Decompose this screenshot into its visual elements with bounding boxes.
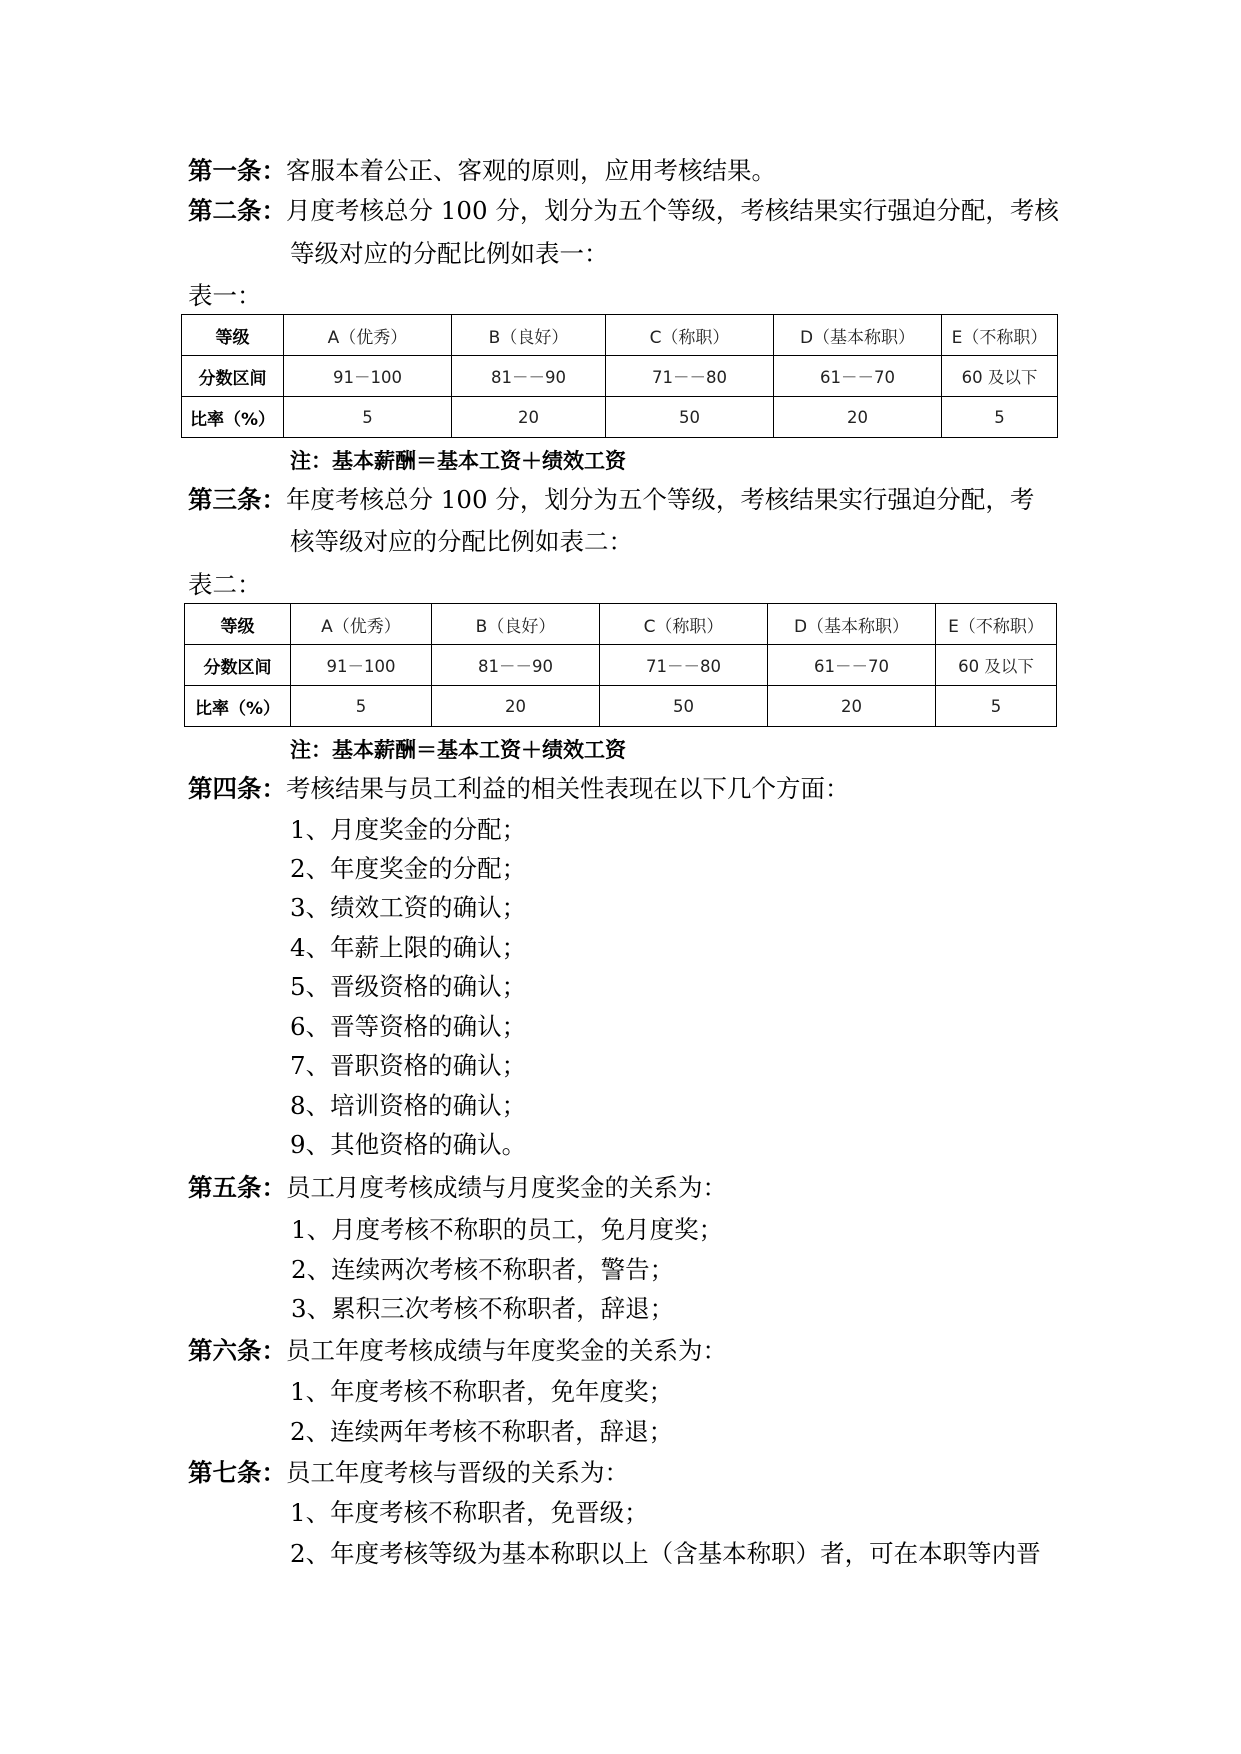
table-2-range-e: 60 及以下 xyxy=(936,645,1057,686)
table-1-grade-a: A（优秀） xyxy=(284,315,452,356)
list-item: 2、连续两年考核不称职者，辞退； xyxy=(290,1417,674,1446)
article-5 xyxy=(188,1170,727,1206)
table-2-grade-c: C（称职） xyxy=(600,604,768,645)
list-item: 1、年度考核不称职者，免年度奖； xyxy=(290,1377,674,1406)
article-3 xyxy=(188,482,1034,518)
list-item: 4、年薪上限的确认； xyxy=(290,933,527,962)
article-2-line2: 等级对应的分配比例如表一： xyxy=(290,239,609,268)
table-2-grade-b: B（良好） xyxy=(432,604,600,645)
table-1-ratio-d: 20 xyxy=(774,397,942,438)
table-1-grade-c: C（称职） xyxy=(606,315,774,356)
article-2-text-line1: 月度考核总分 100 分，划分为五个等级，考核结果实行强迫分配，考核 xyxy=(286,196,1059,225)
article-6-label: 第六条： xyxy=(188,1336,286,1365)
article-2 xyxy=(188,193,1059,229)
table-row xyxy=(185,686,1057,727)
table-1-note: 注：基本薪酬＝基本工资＋绩效工资 xyxy=(290,449,626,473)
table-2-ratio-b: 20 xyxy=(432,686,600,727)
list-item: 1、年度考核不称职者，免晋级； xyxy=(290,1498,649,1527)
article-7-label: 第七条： xyxy=(188,1458,286,1487)
list-item: 2、年度奖金的分配； xyxy=(290,854,527,883)
table-row xyxy=(182,315,1058,356)
table-2-row-label-grade: 等级 xyxy=(185,604,291,645)
table-1-range-d: 61－－70 xyxy=(774,356,942,397)
table-2-row-label-ratio: 比率（%） xyxy=(185,686,291,727)
article-3-line2: 核等级对应的分配比例如表二： xyxy=(290,527,633,556)
table-row xyxy=(182,356,1058,397)
list-item: 1、月度考核不称职的员工，免月度奖； xyxy=(291,1215,724,1244)
table-2 xyxy=(184,603,1057,727)
table-row xyxy=(182,397,1058,438)
list-item: 3、绩效工资的确认； xyxy=(290,893,527,922)
table-1-ratio-e: 5 xyxy=(942,397,1058,438)
table-1-ratio-b: 20 xyxy=(452,397,606,438)
table-1-grade-e: E（不称职） xyxy=(942,315,1058,356)
article-3-text-line1: 年度考核总分 100 分，划分为五个等级，考核结果实行强迫分配，考 xyxy=(286,485,1035,514)
list-item: 2、连续两次考核不称职者，警告； xyxy=(291,1255,675,1284)
table-row xyxy=(185,645,1057,686)
table-1-grade-b: B（良好） xyxy=(452,315,606,356)
table-1 xyxy=(181,314,1058,438)
list-item: 5、晋级资格的确认； xyxy=(290,972,527,1001)
table-1-row-label-range: 分数区间 xyxy=(182,356,284,397)
table-2-range-c: 71－－80 xyxy=(600,645,768,686)
table-2-range-b: 81－－90 xyxy=(432,645,600,686)
table-2-caption: 表二： xyxy=(188,570,262,599)
table-2-grade-d: D（基本称职） xyxy=(768,604,936,645)
article-4-text: 考核结果与员工利益的相关性表现在以下几个方面： xyxy=(286,774,850,803)
article-4-label: 第四条： xyxy=(188,774,286,803)
table-1-row-label-ratio: 比率（%） xyxy=(182,397,284,438)
table-2-range-d: 61－－70 xyxy=(768,645,936,686)
table-2-range-a: 91－100 xyxy=(291,645,432,686)
article-5-text: 员工月度考核成绩与月度奖金的关系为： xyxy=(286,1173,727,1202)
table-row xyxy=(185,604,1057,645)
table-1-caption: 表一： xyxy=(188,281,262,310)
list-item: 8、培训资格的确认； xyxy=(290,1091,527,1120)
list-item: 6、晋等资格的确认； xyxy=(290,1012,527,1041)
list-item: 1、月度奖金的分配； xyxy=(290,815,527,844)
table-2-note: 注：基本薪酬＝基本工资＋绩效工资 xyxy=(290,738,626,762)
table-2-grade-e: E（不称职） xyxy=(936,604,1057,645)
table-2-ratio-a: 5 xyxy=(291,686,432,727)
article-6 xyxy=(188,1333,727,1369)
table-2-ratio-d: 20 xyxy=(768,686,936,727)
list-item: 7、晋职资格的确认； xyxy=(290,1051,527,1080)
list-item: 2、年度考核等级为基本称职以上（含基本称职）者，可在本职等内晋 xyxy=(290,1539,1041,1568)
table-2-grade-a: A（优秀） xyxy=(291,604,432,645)
table-1-range-a: 91－100 xyxy=(284,356,452,397)
article-3-label: 第三条： xyxy=(188,485,286,514)
article-7-text: 员工年度考核与晋级的关系为： xyxy=(286,1458,629,1487)
article-5-label: 第五条： xyxy=(188,1173,286,1202)
article-1-text: 客服本着公正、客观的原则，应用考核结果。 xyxy=(286,156,776,185)
article-2-label: 第二条： xyxy=(188,196,286,225)
table-1-ratio-a: 5 xyxy=(284,397,452,438)
table-2-ratio-c: 50 xyxy=(600,686,768,727)
table-2-row-label-range: 分数区间 xyxy=(185,645,291,686)
table-1-range-b: 81－－90 xyxy=(452,356,606,397)
article-4 xyxy=(188,771,850,807)
article-6-text: 员工年度考核成绩与年度奖金的关系为： xyxy=(286,1336,727,1365)
table-1-range-c: 71－－80 xyxy=(606,356,774,397)
article-1 xyxy=(188,153,776,189)
table-1-grade-d: D（基本称职） xyxy=(774,315,942,356)
table-1-range-e: 60 及以下 xyxy=(942,356,1058,397)
list-item: 3、累积三次考核不称职者，辞退； xyxy=(291,1294,675,1323)
table-1-ratio-c: 50 xyxy=(606,397,774,438)
article-7 xyxy=(188,1455,629,1491)
list-item: 9、其他资格的确认。 xyxy=(290,1130,527,1159)
table-2-ratio-e: 5 xyxy=(936,686,1057,727)
article-1-label: 第一条： xyxy=(188,156,286,185)
table-1-row-label-grade: 等级 xyxy=(182,315,284,356)
